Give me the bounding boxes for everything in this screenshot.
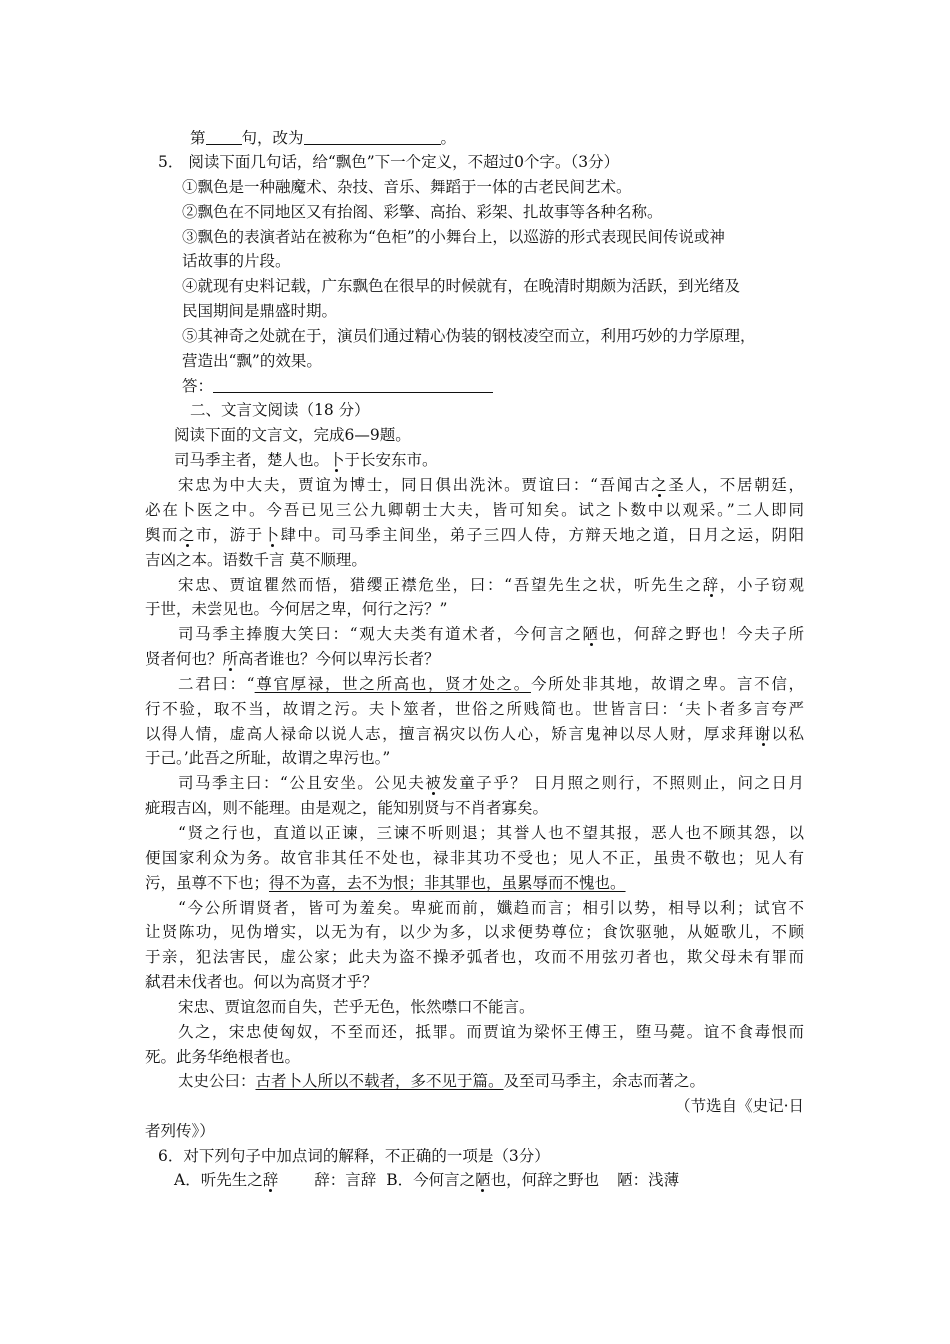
passage-line: 宋忠、贾谊忽而自失，芒乎无色，怅然噤口不能言。 [178,998,535,1016]
passage-line: 贤者何也？所高者谁也？今何以卑污长者？ [145,650,440,668]
q4-text-c: 。 [440,129,457,147]
section-instruction: 阅读下面的文言文，完成6—9题。 [174,426,411,444]
passage-line: 污，虽尊不下也；得不为喜，去不为恨；非其罪也，虽累辱而不愧也。 [145,874,626,892]
option-b[interactable]: B．今何言之陋也，何辞之野也 陋：浅薄 [386,1171,680,1189]
revision-blank[interactable] [304,128,441,145]
dotted-word: 谢 [754,725,772,743]
dotted-word: 陋 [582,625,600,643]
dotted-word: 卜 [263,526,281,544]
q5-item: 话故事的片段。 [182,252,291,270]
dotted-word: 之 [178,526,196,544]
passage-line: 行不验，取不当，故谓之污。夫卜筮者，世俗之所贱简也。世皆言曰：‘夫卜者多言夸严 [145,700,804,718]
q5-stem-text: 阅读下面几句话，给“飘色”下一个定义，不超过0个字。（3分） [188,153,620,171]
dotted-word: 所 [222,650,239,668]
source-citation: （节选自《史记·日 [675,1097,804,1115]
q6-stem: 6．对下列句子中加点词的解释，不正确的一项是（3分） [158,1147,550,1165]
q5-item: 营造出“飘”的效果。 [182,352,322,370]
q4-text-a: 第 [190,129,206,147]
q5-answer-line [182,374,493,398]
q5-item: 民国期间是鼎盛时期。 [182,302,338,320]
passage-p1 [174,448,438,472]
passage-line: 太史公曰：古者卜人所以不载者，多不见于篇。及至司马季主，余志而著之。 [178,1072,706,1090]
q5-item: ⑤其神奇之处就在于，演员们通过精心伪装的钢枝凌空而立，利用巧妙的力学原理， [182,327,756,345]
passage-line: 死。此务华绝根者也。 [145,1048,301,1066]
underlined-sentence: 古者卜人所以不载者，多不见于篇。 [255,1072,504,1090]
passage-line: 舆而之市，游于卜肆中。司马季主间坐，弟子三四人侍，方辩天地之道，日月之运，阴阳 [145,526,804,544]
q5-item: ①飘色是一种融魔术、杂技、音乐、舞蹈于一体的古老民间艺术。 [182,178,632,196]
passage-line: 吉凶之本。语数千言 莫不顺理。 [145,551,367,569]
passage-line: 宋忠为中大夫，贾谊为博士，同日俱出洗沐。贾谊曰：“吾闻古之圣人，不居朝廷， [178,476,804,494]
passage-line: 司马季主曰：“公且安坐。公见夫被发童子乎？ 日月照之则行，不照则止，问之日月 [178,774,804,792]
q5-item: ③飘色的表演者站在被称为“色柜”的小舞台上，以巡游的形式表现民间传说或神 [182,228,725,246]
q5-number: 5． [158,153,184,171]
passage-line: 于亲，犯法害民，虚公家；此夫为盗不操矛弧者也，攻而不用弦刃者也，欺父母未有罪而 [145,948,804,966]
q5-item: ②飘色在不同地区又有抬阁、彩擎、高抬、彩架、扎故事等各种名称。 [182,203,663,221]
section-title: 二、文言文阅读（18 分） [190,401,370,419]
q4-text-b: 句，改为 [241,129,304,147]
answer-label: 答： [182,377,214,395]
passage-line: 疵瑕吉凶，则不能理。由是观之，能知别贤与不肖者寡矣。 [145,799,549,817]
underlined-sentence: 得不为喜，去不为恨；非其罪也，虽累辱而不愧也。 [269,874,626,892]
answer-blank[interactable] [213,376,493,393]
text: 司马季主者，楚人也。 [174,451,330,469]
passage-line: 必在卜医之中。今吾已见三公九卿朝士大夫，皆可知矣。试之卜数中以观采。”二人即同 [145,501,804,519]
q5-item: ④就现有史料记载，广东飘色在很早的时候就有，在晚清时期颇为活跃，到光绪及 [182,277,741,295]
passage-line: “贤之行也，直道以正谏，三谏不听则退；其誉人也不望其报，恶人也不顾其怨，以 [178,824,804,842]
passage-line: 便国家利众为务。故官非其任不处也，禄非其功不受也；见人不正，虽贵不敬也；见人有 [145,849,804,867]
passage-line: “今公所谓贤者，皆可为羞矣。卑疵而前，孅趋而言；相引以势，相导以利；试官不 [178,899,804,917]
passage-line: 宋忠、贾谊瞿然而悟，猎缨正襟危坐，曰：“吾望先生之状，听先生之辞，小子窃观 [178,576,804,594]
q4-rewrite-line [190,126,456,150]
passage-line: 于己。’此吾之所耻，故谓之卑污也。” [145,749,391,767]
text: 于长安东市。 [344,451,438,469]
passage-line: 以得人情，虚高人禄命以说人志，擅言祸灾以伤人心，矫言鬼神以尽人财，厚求拜谢以私 [145,725,804,743]
dotted-word: 陋 [475,1171,491,1189]
passage-line: 二君曰：“尊官厚禄，世之所高也，贤才处之。今所处非其地，故谓之卑。言不信， [178,675,804,693]
dotted-word: 之 [651,476,669,494]
passage-line: 久之，宋忠使匈奴，不至而还，抵罪。而贾谊为梁怀王傅王，堕马薨。谊不食毒恨而 [178,1023,804,1041]
passage-line: 让贤陈功，见伪增实，以无为有，以少为多，以求便势尊位；食饮驱驰，从姬歌儿，不顾 [145,923,804,941]
passage-line: 弑君未伐者也。何以为高贤才乎？ [145,973,378,991]
q5-stem [158,150,619,174]
underlined-sentence: 尊官厚禄，世之所高也，贤才处之。 [254,675,531,693]
dotted-word: 辞 [262,1171,279,1189]
option-a[interactable]: A．听先生之辞 辞：言辞 [174,1171,377,1189]
q6-options [174,1168,679,1192]
source-citation-cont: 者列传》） [145,1122,215,1140]
dotted-word: 卜 [329,451,345,469]
passage-line: 于世，未尝见也。今何居之卑，何行之污？” [145,600,448,618]
passage-line: 司马季主捧腹大笑曰：“观大夫类有道术者，今何言之陋也，何辞之野也！今夫子所 [178,625,804,643]
dotted-word: 被 [425,774,443,792]
sentence-number-blank[interactable] [206,128,242,145]
dotted-word: 辞 [702,576,720,594]
